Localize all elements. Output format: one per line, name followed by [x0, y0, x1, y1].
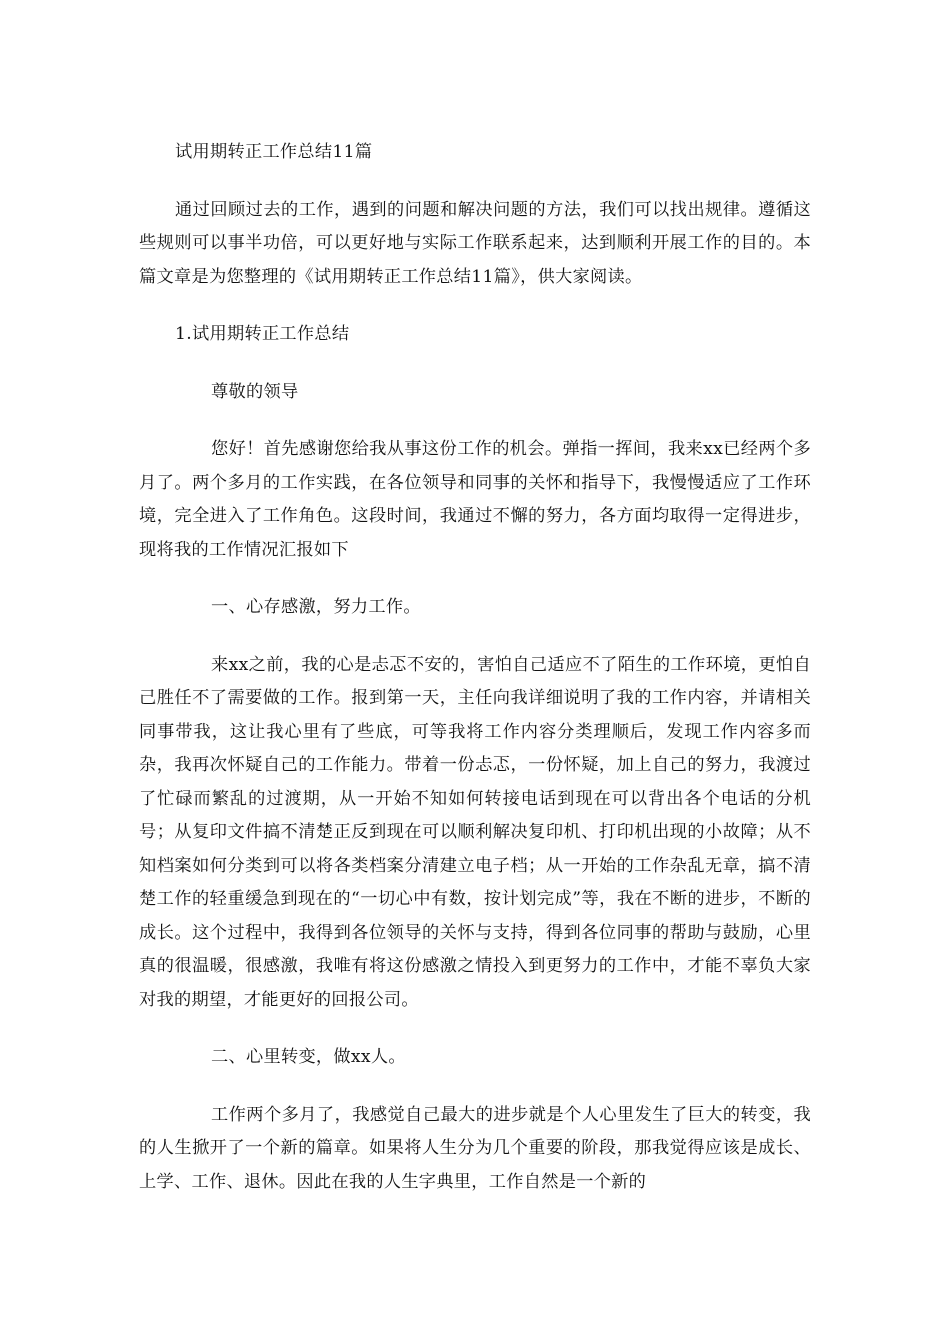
intro-paragraph: 通过回顾过去的工作，遇到的问题和解决问题的方法，我们可以找出规律。遵循这些规则可以事半功倍，可以更好地与实际工作联系起来，达到顺利开展工作的目的。本篇文章是为您整理的《试用期转正工作总结11篇》，供大家阅读。 — [139, 199, 811, 287]
heading-one: 一、心存感激，努力工作。 — [211, 597, 421, 617]
paragraph-two: 工作两个多月了，我感觉自己最大的进步就是个人心里发生了巨大的转变，我的人生掀开了一个新的篇章。如果将人生分为几个重要的阶段，那我觉得应该是成长、上学、工作、退休。因此在我的人生字典里，工作自然是一个新的 — [139, 1104, 811, 1192]
salutation: 尊敬的领导 — [211, 381, 299, 402]
document-title: 试用期转正工作总结11篇 — [175, 142, 373, 162]
heading-two: 二、心里转变，做xx人。 — [211, 1047, 406, 1067]
section-title: 1.试用期转正工作总结 — [175, 324, 350, 344]
paragraph-one: 来xx之前，我的心是忐忑不安的，害怕自己适应不了陌生的工作环境，更怕自己胜任不了需要做的工作。报到第一天，主任向我详细说明了我的工作内容，并请相关同事带我，这让我心里有了些底，可等我将工作内容分类理顺后，发现工作内容多而杂，我再次怀疑自己的工作能力。带着一份忐忑，一份怀疑，加上自己的努力，我渡过了忙碌而繁乱的过渡期，从一开始不知如何转接电话到现在可以背出各个电话的分机号；从复印文件搞不清楚正反到现在可以顺利解决复印机、打印机出现的小故障；从不知档案如何分类到可以将各类档案分清建立电子档；从一开始的工作杂乱无章，搞不清楚工作的轻重缓急到现在的“一切心中有数，按计划完成”等，我在不断的进步，不断的成长。这个过程中，我得到各位领导的关怀与支持，得到各位同事的帮助与鼓励，心里真的很温暖，很感激，我唯有将这份感激之情投入到更努力的工作中，才能不辜负大家对我的期望，才能更好的回报公司。 — [139, 654, 811, 1010]
document-body — [139, 136, 811, 1223]
greeting-paragraph: 您好！首先感谢您给我从事这份工作的机会。弹指一挥间，我来xx已经两个多月了。两个多月的工作实践，在各位领导和同事的关怀和指导下，我慢慢适应了工作环境，完全进入了工作角色。这段时间，我通过不懈的努力，各方面均取得一定得进步，现将我的工作情况汇报如下 — [139, 439, 811, 560]
